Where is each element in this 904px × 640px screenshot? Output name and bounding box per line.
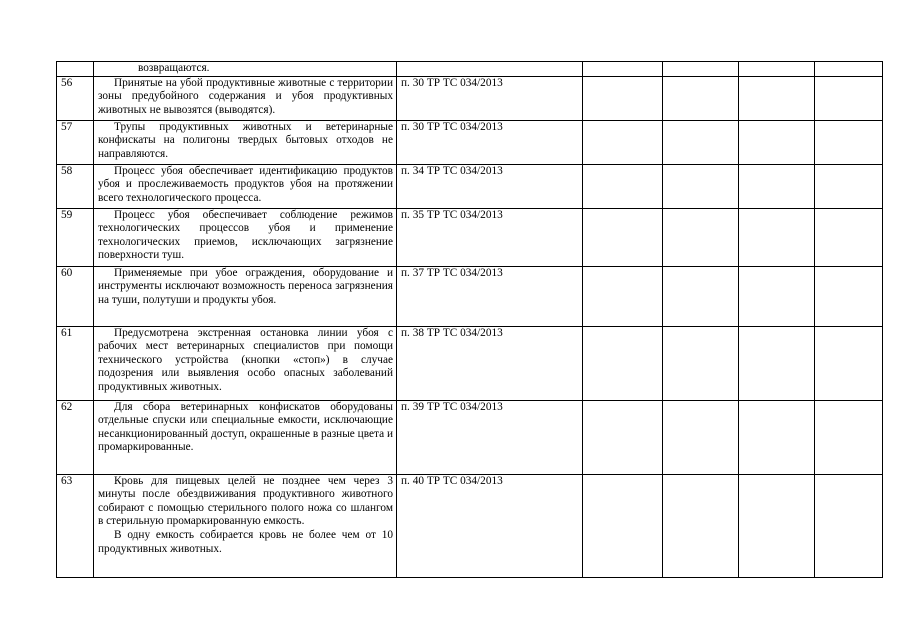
table-row — [57, 62, 883, 77]
requirement-text — [94, 62, 397, 77]
table-row — [57, 326, 883, 400]
empty-cell — [815, 120, 883, 164]
row-number: 59 — [57, 208, 94, 266]
empty-cell — [583, 326, 663, 400]
row-number: 57 — [57, 120, 94, 164]
empty-cell — [739, 266, 815, 326]
empty-cell — [739, 208, 815, 266]
empty-cell — [583, 120, 663, 164]
table-row — [57, 400, 883, 474]
row-number: 58 — [57, 164, 94, 208]
empty-cell — [663, 326, 739, 400]
table-row — [57, 266, 883, 326]
requirement-paragraph: Применяемые при убое ограждения, оборудование и инструменты исключают возможность переноса загрязнения на туши, полутуши и продукты убоя. — [98, 266, 393, 306]
empty-cell — [663, 164, 739, 208]
requirement-paragraph: В одну емкость собирается кровь не более чем от 10 продуктивных животных. — [98, 528, 393, 555]
empty-cell — [663, 208, 739, 266]
row-number: 60 — [57, 266, 94, 326]
requirement-paragraph: Для сбора ветеринарных конфискатов оборудованы отдельные спуски или специальные емкости, исключающие несанкционированный доступ, окрашенные в разные цвета и промаркированные. — [98, 400, 393, 454]
empty-cell — [583, 76, 663, 120]
row-number: 63 — [57, 474, 94, 577]
row-number: 61 — [57, 326, 94, 400]
regulation-reference: п. 39 ТР ТС 034/2013 — [397, 400, 583, 474]
requirement-text — [94, 400, 397, 474]
table-row — [57, 164, 883, 208]
empty-cell — [663, 76, 739, 120]
checklist-table — [56, 61, 883, 578]
empty-cell — [583, 62, 663, 77]
regulation-reference: п. 37 ТР ТС 034/2013 — [397, 266, 583, 326]
empty-cell — [583, 208, 663, 266]
regulation-reference — [397, 62, 583, 77]
empty-cell — [739, 120, 815, 164]
empty-cell — [739, 76, 815, 120]
requirement-text — [94, 474, 397, 577]
empty-cell — [663, 62, 739, 77]
row-number: 62 — [57, 400, 94, 474]
empty-cell — [815, 62, 883, 77]
requirement-paragraph: возвращаются. — [138, 62, 210, 74]
empty-cell — [815, 326, 883, 400]
empty-cell — [583, 266, 663, 326]
checklist-body — [57, 62, 883, 578]
empty-cell — [739, 400, 815, 474]
requirement-paragraph: Процесс убоя обеспечивает соблюдение режимов технологических процессов убоя и применение технологических приемов, исключающих загрязнение поверхности туш. — [98, 208, 393, 262]
empty-cell — [815, 400, 883, 474]
empty-cell — [583, 164, 663, 208]
empty-cell — [583, 474, 663, 577]
requirement-paragraph: Процесс убоя обеспечивает идентификацию продуктов убоя и прослеживаемость продуктов убоя на протяжении всего технологического процесса. — [98, 164, 393, 204]
requirement-paragraph: Принятые на убой продуктивные животные с территории зоны предубойного содержания и убоя продуктивных животных не вывозятся (выводятся). — [98, 76, 393, 116]
table-row — [57, 208, 883, 266]
requirement-paragraph: Предусмотрена экстренная остановка линии убоя с рабочих мест ветеринарных специалистов при помощи технического устройства (кнопки «стоп») в случае подозрения или выявления особо опасных заболеваний продуктивных животных. — [98, 326, 393, 393]
empty-cell — [663, 120, 739, 164]
regulation-reference: п. 35 ТР ТС 034/2013 — [397, 208, 583, 266]
empty-cell — [739, 326, 815, 400]
empty-cell — [583, 400, 663, 474]
regulation-reference: п. 38 ТР ТС 034/2013 — [397, 326, 583, 400]
empty-cell — [815, 76, 883, 120]
empty-cell — [663, 474, 739, 577]
empty-cell — [815, 164, 883, 208]
empty-cell — [815, 474, 883, 577]
requirement-text — [94, 164, 397, 208]
empty-cell — [739, 164, 815, 208]
requirement-text — [94, 326, 397, 400]
requirement-paragraph: Трупы продуктивных животных и ветеринарные конфискаты на полигоны твердых бытовых отходов не направляются. — [98, 120, 393, 160]
empty-cell — [663, 266, 739, 326]
table-row — [57, 474, 883, 577]
requirement-text — [94, 120, 397, 164]
regulation-reference: п. 34 ТР ТС 034/2013 — [397, 164, 583, 208]
requirement-text — [94, 76, 397, 120]
requirement-text — [94, 208, 397, 266]
table-row — [57, 120, 883, 164]
row-number — [57, 62, 94, 77]
requirement-text — [94, 266, 397, 326]
regulation-reference: п. 30 ТР ТС 034/2013 — [397, 76, 583, 120]
regulation-reference: п. 30 ТР ТС 034/2013 — [397, 120, 583, 164]
requirement-paragraph: Кровь для пищевых целей не позднее чем через 3 минуты после обездвиживания продуктивного животного собирают с помощью стерильного полого ножа со шлангом в стерильную промаркированную емкость. — [98, 474, 393, 528]
table-row — [57, 76, 883, 120]
empty-cell — [663, 400, 739, 474]
row-number: 56 — [57, 76, 94, 120]
empty-cell — [739, 62, 815, 77]
empty-cell — [815, 266, 883, 326]
empty-cell — [739, 474, 815, 577]
empty-cell — [815, 208, 883, 266]
regulation-reference: п. 40 ТР ТС 034/2013 — [397, 474, 583, 577]
